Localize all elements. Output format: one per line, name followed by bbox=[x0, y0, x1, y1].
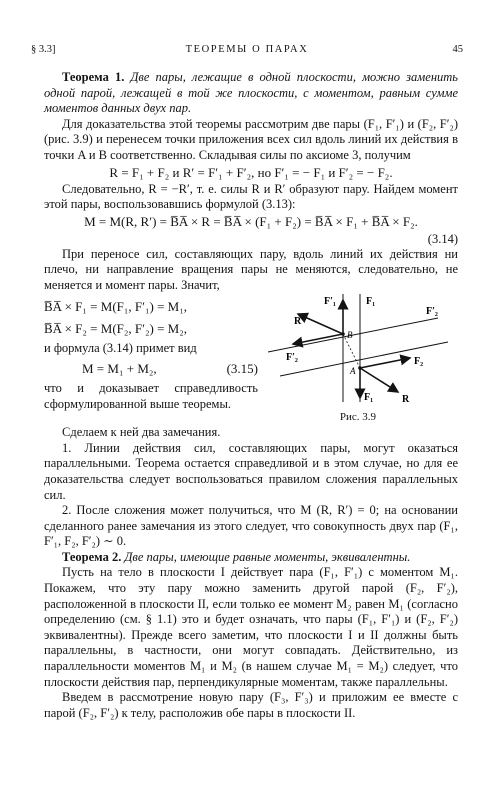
remark-1: 1. Линии действия сил, составляющих пары, могут оказаться параллельными. Теорема остается справедливой и в этом случае, но для ее доказательства следует воспользоваться правилом сложения параллельных сил. bbox=[44, 440, 458, 502]
theorem-1 bbox=[44, 70, 458, 117]
label-a: A bbox=[350, 365, 356, 376]
figure-caption: Рис. 3.9 bbox=[339, 410, 377, 423]
formula-m1: B̅A̅ × F₁ = M(F₁, F′₁) = M₁, bbox=[44, 298, 188, 314]
text-with-figure bbox=[44, 294, 458, 426]
chapter-title: ТЕОРЕМЫ О ПАРАХ bbox=[185, 44, 309, 55]
formula-number-3-15: (3.15) bbox=[226, 361, 258, 377]
theorem-2-paragraph-2: Введем в рассмотрение новую пару (F₃, F′₃) и приложим ее вместе с парой (F₂, F′₂) к телу, расположив обе пары в плоскости II. bbox=[44, 690, 458, 720]
proof-paragraph-1: Для доказательства этой теоремы рассмотрим две пары (F₁, F′₁) и (F₂, F′₂) (рис. 3.9) и перенесем точки приложения всех сил вдоль линий их действия в точки A и B соответственно. Складывая силы по аксиоме 3, получим bbox=[44, 116, 458, 162]
formula-3-15-line bbox=[44, 359, 258, 378]
running-header bbox=[31, 44, 463, 58]
proof-paragraph-6: Сделаем к ней два замечания. bbox=[62, 425, 221, 440]
label-r-prime: R′ bbox=[294, 315, 305, 327]
formula-number-3-14: (3.14) bbox=[427, 231, 458, 246]
point-b bbox=[341, 332, 345, 336]
proof-paragraph-2: Следовательно, R = −R′, т. е. силы R и R′ образуют пару. Найдем момент этой пары, воспользовавшись формулой (3.13): bbox=[44, 181, 458, 212]
page-body bbox=[44, 70, 458, 721]
formula-r-sum: R = F₁ + F₂ и R′ = F′₁ + F′₂, но F′₁ = − F₁ и F′₂ = − F₂. bbox=[109, 164, 393, 180]
theorem-2-paragraph-1: Пусть на тело в плоскости I действует пара (F₁, F′₁) с моментом M₁. Покажем, что эту пару можно заменить другой парой (F₂, F′₂), расположенной в плоскости II, если только ее момент M₂ равен M₁ (согласно определению (см. § 1.1) это и будет означать, что пары (F₁, F′₁) и (F₂, F′₂) эквивалентны). Прежде всего заметим, что плоскости I и II должны быть параллельны, в частности, они могут совпадать. Действительно, из параллельности моментов M₁ и M₂ (в нашем случае M₁ = M₂) следует, что плоскости действия пар, перпендикулярные моментам, также параллельны. bbox=[44, 565, 458, 689]
formula-m2: B̅A̅ × F₂ = M(F₂, F′₂) = M₂, bbox=[44, 320, 188, 336]
label-f2p-low: F′₂ bbox=[286, 351, 298, 363]
label-f2: F₂ bbox=[414, 355, 424, 367]
theorem-2-label: Теорема 2. bbox=[62, 549, 122, 564]
theorem-2-statement: Две пары, имеющие равные моменты, эквивалентны. bbox=[124, 549, 411, 564]
formula-moment: M = M(R, R′) = B̅A̅ × R = B̅A̅ × (F₁ + F₂) = B̅A̅ × F₁ + B̅A̅ × F₂. bbox=[84, 213, 418, 229]
arrow-f2 bbox=[360, 358, 410, 368]
label-r: R bbox=[402, 393, 410, 405]
force-pairs-diagram bbox=[258, 294, 458, 406]
arrow-r-prime bbox=[298, 314, 343, 334]
theorem-1-statement: Две пары, лежащие в одной плоскости, можно заменить одной парой, лежащей в той же плоскости, с моментом, равным сумме моментов данных двух пар. bbox=[44, 70, 458, 116]
label-f1-low: F₁ bbox=[364, 391, 374, 403]
remark-2: 2. После сложения может получиться, что M (R, R′) = 0; на основании сделанного ранее замечания из этого следует, что совокупность двух пар (F₁, F′₁, F₂, F′₂) ∼ 0. bbox=[44, 503, 458, 549]
theorem-2 bbox=[44, 550, 458, 566]
proof-paragraph-3: При переносе сил, составляющих пару, вдоль линий их действия ни плечо, ни направление вращения пары не меняются, следовательно, не меняется и момент пары. Значит, bbox=[44, 246, 458, 292]
proof-paragraph-4: и формула (3.14) примет вид bbox=[44, 340, 197, 355]
label-b: B bbox=[347, 329, 353, 340]
label-f1: F₁ bbox=[366, 295, 376, 307]
section-number: § 3.3] bbox=[31, 44, 56, 55]
proof-paragraph-5: что и доказывает справедливость сформулированной выше теоремы. bbox=[44, 381, 258, 411]
figure-3-9 bbox=[258, 294, 458, 426]
formula-m-sum: M = M₁ + M₂, bbox=[82, 361, 157, 377]
theorem-1-label: Теорема 1. bbox=[62, 70, 125, 84]
page-number: 45 bbox=[452, 44, 463, 55]
label-f2p-top: F′₂ bbox=[426, 305, 438, 317]
point-a bbox=[358, 366, 362, 370]
arrow-r bbox=[360, 368, 398, 392]
wrapped-text bbox=[44, 294, 258, 413]
label-f1p: F′₁ bbox=[324, 295, 336, 307]
